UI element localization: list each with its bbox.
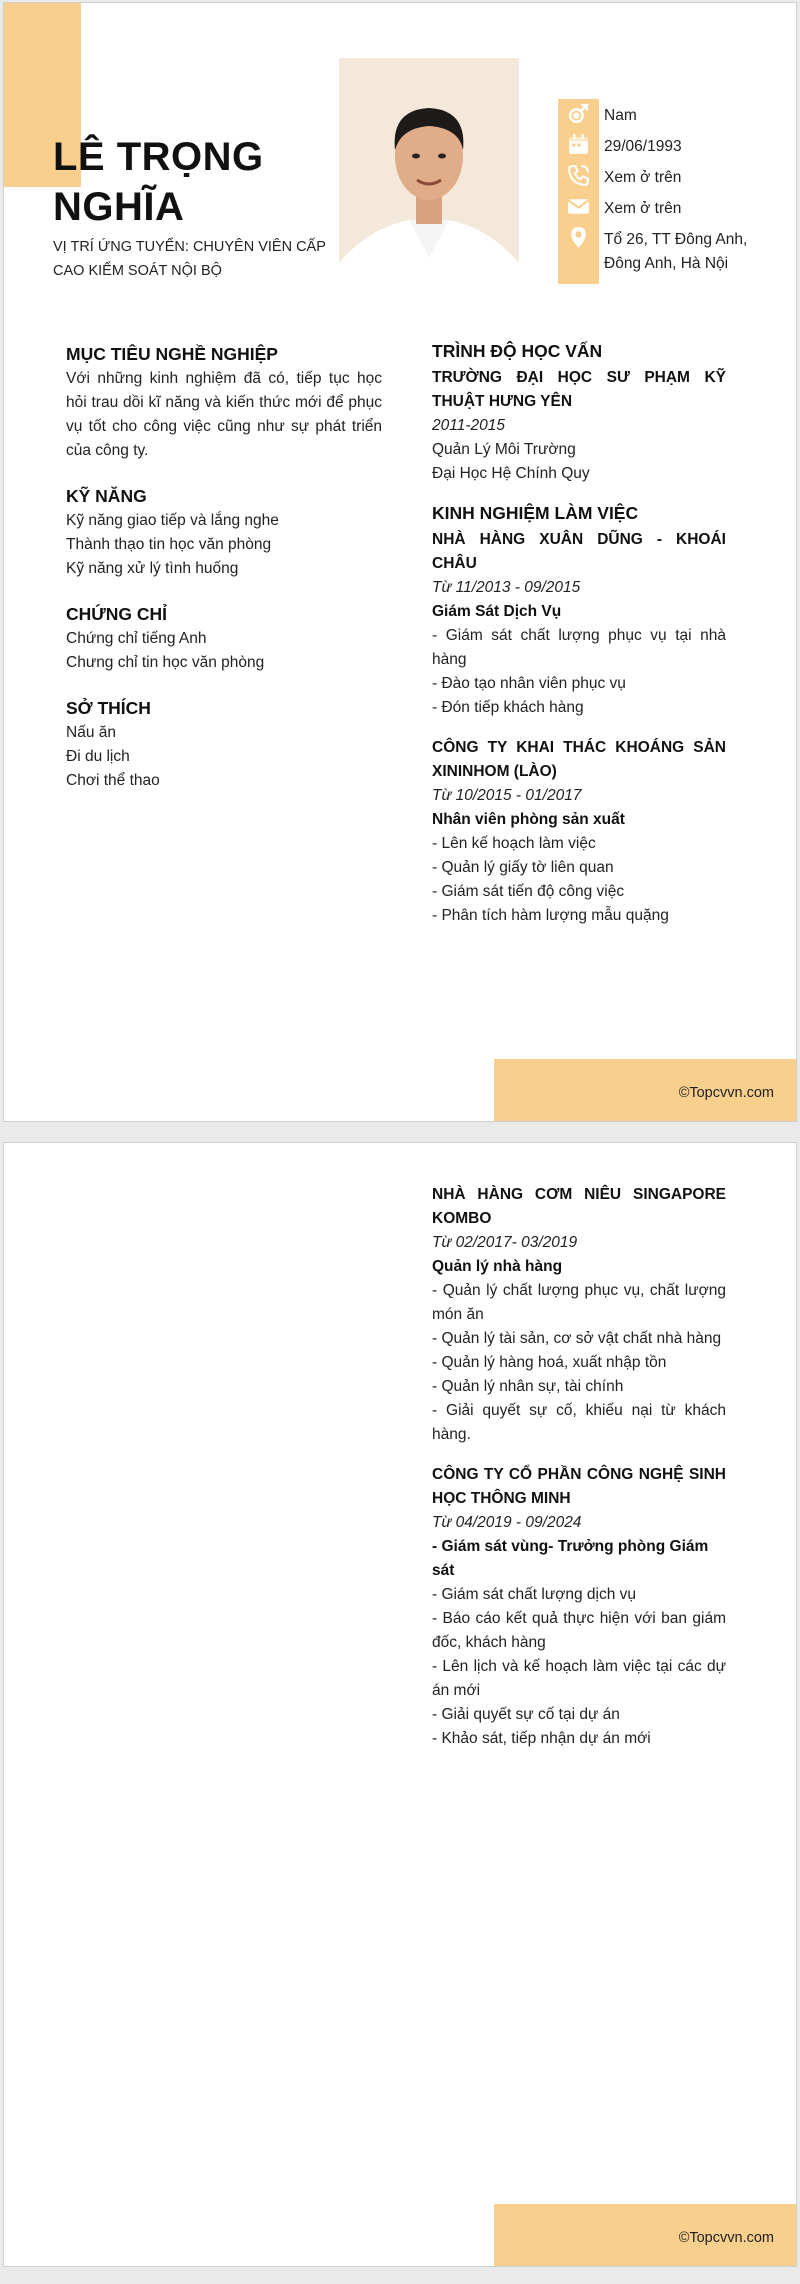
- calendar-icon: [566, 132, 591, 157]
- education-period: 2011-2015: [432, 417, 505, 434]
- contact-email: Xem ở trên: [604, 200, 682, 217]
- objective-text: Với những kinh nghiệm đã có, tiếp tục học hỏi trau dồi kĩ năng và kiến thức mới để phục vụ tốt cho công việc cũng như sự phát triển của công ty.: [66, 370, 382, 459]
- job-period: Từ 11/2013 - 09/2015: [432, 579, 581, 596]
- gender-icon: [566, 101, 591, 126]
- job-duty: - Giải quyết sự cố tại dự án: [432, 1706, 620, 1723]
- education-school: TRƯỜNG ĐẠI HỌC SƯ PHẠM KỸ THUẬT HƯNG YÊN: [432, 369, 726, 410]
- job-duty: - Giám sát tiến độ công việc: [432, 883, 625, 900]
- job-entry: [432, 1183, 726, 1447]
- footer-brand[interactable]: ©Topcvvn.com: [678, 2230, 774, 2246]
- job-role: Nhân viên phòng sản xuất: [432, 811, 625, 828]
- job-duty: - Báo cáo kết quả thực hiện với ban giám đốc, khách hàng: [432, 1610, 726, 1651]
- job-duty: - Đón tiếp khách hàng: [432, 699, 584, 716]
- contact-gender: Nam: [604, 107, 637, 124]
- job-entry: [432, 736, 726, 928]
- right-column-continued: [432, 1183, 726, 1751]
- job-company: NHÀ HÀNG CƠM NIÊU SINGAPORE KOMBO: [432, 1186, 726, 1227]
- right-column: [432, 338, 726, 928]
- skill-item: Kỹ năng giao tiếp và lắng nghe: [66, 512, 279, 529]
- position-applied: VỊ TRÍ ỨNG TUYỂN: CHUYÊN VIÊN CẤP CAO KIỂM SOÁT NỘI BỘ: [53, 239, 326, 279]
- job-duty: - Đào tạo nhân viên phục vụ: [432, 675, 626, 692]
- job-company: CÔNG TY CỔ PHẦN CÔNG NGHỆ SINH HỌC THÔNG MINH: [432, 1466, 726, 1507]
- job-duty: - Quản lý giấy tờ liên quan: [432, 859, 614, 876]
- job-duty: - Khảo sát, tiếp nhận dự án mới: [432, 1730, 651, 1747]
- job-duty: - Giám sát chất lượng dịch vụ: [432, 1586, 637, 1603]
- job-duty: - Lên lịch và kế hoạch làm việc tại các dự án mới: [432, 1658, 726, 1699]
- job-duty: - Quản lý chất lượng phục vụ, chất lượng món ăn: [432, 1282, 726, 1323]
- job-duty: - Lên kế hoạch làm việc: [432, 835, 596, 852]
- phone-icon: [566, 163, 591, 188]
- education-major: Quản Lý Môi Trường: [432, 441, 576, 458]
- skill-item: Thành thạo tin học văn phòng: [66, 536, 272, 553]
- education-title: TRÌNH ĐỘ HỌC VẤN: [432, 341, 603, 361]
- cv-page-2: [3, 1142, 797, 2267]
- skill-item: Kỹ năng xử lý tình huống: [66, 560, 239, 577]
- name-line-2: NGHĨA: [53, 185, 185, 229]
- contact-birthday: 29/06/1993: [604, 138, 682, 155]
- objective-title: MỤC TIÊU NGHỀ NGHIỆP: [66, 344, 278, 364]
- candidate-name: [53, 132, 264, 232]
- profile-photo: [339, 58, 519, 285]
- job-duty: - Quản lý hàng hoá, xuất nhập tồn: [432, 1354, 667, 1371]
- job-role: Quản lý nhà hàng: [432, 1258, 563, 1275]
- skills-title: KỸ NĂNG: [66, 486, 147, 506]
- hobby-item: Đi du lịch: [66, 748, 130, 765]
- job-period: Từ 10/2015 - 01/2017: [432, 787, 582, 804]
- job-duty: - Phân tích hàm lượng mẫu quặng: [432, 907, 669, 924]
- job-company: CÔNG TY KHAI THÁC KHOÁNG SẢN XININHOM (LÀO): [432, 739, 726, 780]
- left-column: [66, 341, 382, 793]
- job-entry: [432, 528, 726, 720]
- hobbies-title: SỞ THÍCH: [66, 698, 151, 718]
- location-icon: [566, 225, 591, 250]
- job-duty: - Quản lý tài sản, cơ sở vật chất nhà hàng: [432, 1330, 722, 1347]
- hobby-item: Chơi thể thao: [66, 772, 160, 789]
- job-duty: - Quản lý nhân sự, tài chính: [432, 1378, 624, 1395]
- job-entry: [432, 1463, 726, 1751]
- experience-title: KINH NGHIỆM LÀM VIỆC: [432, 503, 639, 523]
- email-icon: [566, 194, 591, 219]
- education-type: Đại Học Hệ Chính Quy: [432, 465, 590, 482]
- hobby-item: Nấu ăn: [66, 724, 116, 741]
- job-period: Từ 02/2017- 03/2019: [432, 1234, 578, 1251]
- contact-address: Tổ 26, TT Đông Anh, Đông Anh, Hà Nội: [604, 231, 748, 272]
- job-duty: - Giải quyết sự cố, khiếu nại từ khách hàng.: [432, 1402, 726, 1443]
- certificate-item: Chưng chỉ tin học văn phòng: [66, 654, 265, 671]
- name-line-1: LÊ TRỌNG: [53, 135, 264, 179]
- cv-page-1: [3, 2, 797, 1122]
- certificate-item: Chứng chỉ tiếng Anh: [66, 630, 207, 647]
- contact-icon-bar: [558, 99, 599, 284]
- job-company: NHÀ HÀNG XUÂN DŨNG - KHOÁI CHÂU: [432, 531, 726, 572]
- job-role: Giám Sát Dịch Vụ: [432, 603, 562, 620]
- certificates-title: CHỨNG CHỈ: [66, 604, 168, 624]
- job-duty: - Giám sát chất lượng phục vụ tại nhà hàng: [432, 627, 726, 668]
- footer-brand[interactable]: ©Topcvvn.com: [678, 1085, 774, 1101]
- job-role: - Giám sát vùng- Trưởng phòng Giám sát: [432, 1538, 709, 1579]
- contact-phone: Xem ở trên: [604, 169, 682, 186]
- job-period: Từ 04/2019 - 09/2024: [432, 1514, 582, 1531]
